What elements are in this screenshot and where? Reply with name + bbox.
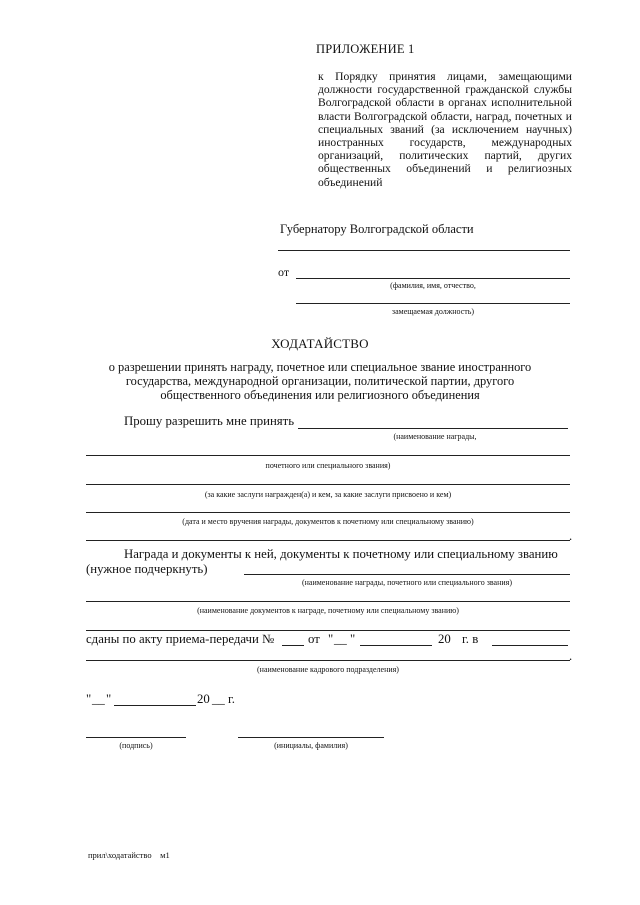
footer-filename: прил\ходатайство <box>88 850 152 860</box>
merits-caption: (за какие заслуги награжден(а) и кем, за какие заслуги присвоено и кем) <box>204 490 452 499</box>
appendix-title: ПРИЛОЖЕНИЕ 1 <box>316 42 415 56</box>
handover-quote-open: " <box>328 632 334 646</box>
documents-list-line[interactable] <box>86 601 570 602</box>
request-end-mark: . <box>569 529 573 543</box>
petition-title: ХОДАТАЙСТВО <box>271 336 369 351</box>
initials-caption: (инициалы, фамилия) <box>274 741 348 750</box>
documents-text: Награда и документы к ней, документы к почетному или специальному званию <box>124 547 558 561</box>
fio-caption: (фамилия, имя, отчество, <box>390 281 476 290</box>
documents-extra-line[interactable] <box>86 630 570 631</box>
date-quote-open: " <box>86 692 92 706</box>
date-place-line[interactable] <box>86 512 570 513</box>
date-year-suffix: г. <box>228 692 236 706</box>
handover-end-mark: . <box>569 649 573 663</box>
signature-caption: (подпись) <box>119 741 153 750</box>
handover-text: сданы по акту приема-передачи № <box>86 632 275 646</box>
hr-department-line[interactable] <box>86 660 570 661</box>
award-title-line[interactable] <box>86 455 570 456</box>
footer <box>88 850 170 860</box>
position-caption: замещаемая должность) <box>391 307 475 316</box>
fio-line[interactable] <box>296 278 570 279</box>
request-end-line[interactable] <box>86 540 570 541</box>
handover-year-prefix: 20 <box>438 632 451 646</box>
date-year: 20 <box>197 692 210 706</box>
underline-note: (нужное подчеркнуть) <box>86 562 208 576</box>
documents-award-line[interactable] <box>244 574 570 575</box>
governor-addressee: Губернатору Волгоградской области <box>280 222 474 236</box>
position-line[interactable] <box>296 303 570 304</box>
award-caption-1: (наименование награды, <box>393 432 477 441</box>
act-number-line[interactable] <box>282 645 304 646</box>
date-quote-close: " <box>106 692 112 706</box>
initials-line[interactable] <box>238 737 384 738</box>
date-year-blank[interactable]: __ <box>212 692 225 706</box>
handover-from: от <box>308 632 320 646</box>
petition-subtitle: о разрешении принять награду, почетное или специальное звание иностранного государства, международной организации, политической партии, другого общественного объединения или религиозного объединения <box>108 360 532 402</box>
date-month-line[interactable] <box>114 705 196 706</box>
handover-quote-close: " <box>350 632 356 646</box>
footer-page: м1 <box>160 850 170 860</box>
documents-caption-2: (наименование документов к награде, почетному или специальному званию) <box>197 606 459 615</box>
merits-line[interactable] <box>86 484 570 485</box>
award-name-line[interactable] <box>298 428 568 429</box>
handover-year-suffix: г. в <box>462 632 479 646</box>
date-place-caption: (дата и место вручения награды, документов к почетному или специальному званию) <box>182 517 474 526</box>
request-text: Прошу разрешить мне принять <box>124 414 295 428</box>
appendix-text: к Порядку принятия лицами, замещающими должности государственной гражданской службы Волгоградской области в органах исполнительной власти Волгоградской области, наград, почетных и специальных званий (за исключением научных) иностранных государств, международных организаций, политических партий, других общественных объединений и религиозных объединений <box>318 70 572 189</box>
from-label: от <box>278 265 290 279</box>
handover-month-line[interactable] <box>360 645 432 646</box>
date-day[interactable]: __ <box>92 692 105 706</box>
addressee-line <box>278 250 570 251</box>
documents-caption-1: (наименование награды, почетного или специального звания) <box>301 578 513 587</box>
award-caption-2: почетного или специального звания) <box>265 461 391 470</box>
handover-day[interactable]: __ <box>334 632 347 646</box>
handover-place-line[interactable] <box>492 645 568 646</box>
hr-department-caption: (наименование кадрового подразделения) <box>257 665 399 674</box>
signature-line[interactable] <box>86 737 186 738</box>
